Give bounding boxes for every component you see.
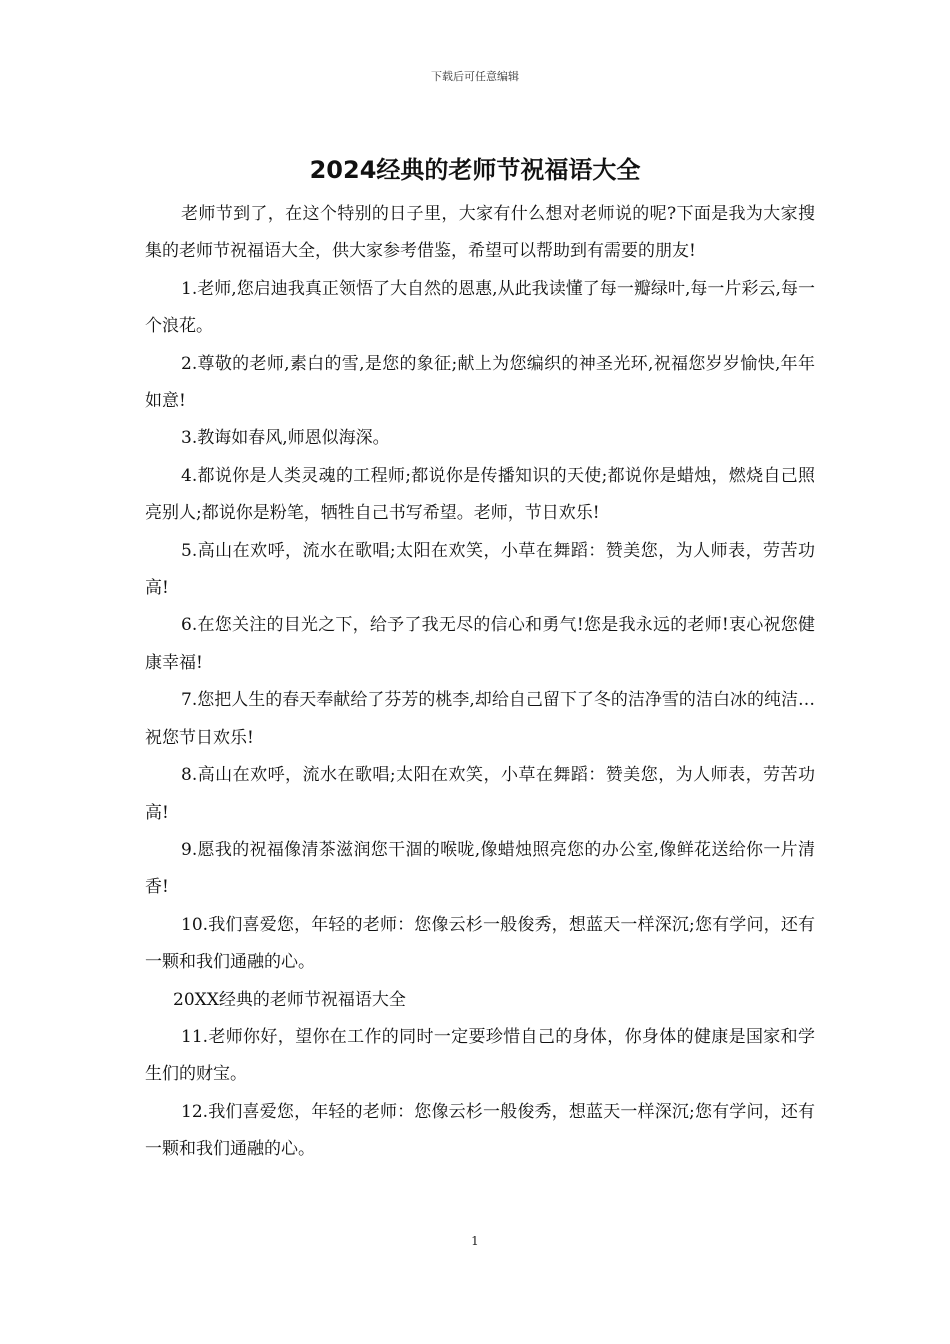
blessing-item-11: 11.老师你好，望你在工作的同时一定要珍惜自己的身体，你身体的健康是国家和学生们的财宝。: [145, 1026, 815, 1085]
blessing-item-3: 3.教诲如春风,师恩似海深。: [181, 428, 390, 449]
page-header-note: 下载后可任意编辑: [431, 70, 519, 83]
blessing-item-5: 5.高山在欢呼，流水在歌唱;太阳在欢笑，小草在舞蹈：赞美您，为人师表，劳苦功高!: [145, 540, 815, 599]
blessing-item-9: 9.愿我的祝福像清茶滋润您干涸的喉咙,像蜡烛照亮您的办公室,像鲜花送给你一片清香!: [145, 839, 815, 898]
blessing-item-8: 8.高山在欢呼，流水在歌唱;太阳在欢笑，小草在舞蹈：赞美您，为人师表，劳苦功高!: [145, 765, 815, 823]
document-body: [145, 196, 815, 1169]
blessing-item-4: 4.都说你是人类灵魂的工程师;都说你是传播知识的天使;都说你是蜡烛，燃烧自己照亮别人;都说你是粉笔，牺牲自己书写希望。老师，节日欢乐!: [145, 465, 815, 524]
intro-paragraph: 老师节到了，在这个特别的日子里，大家有什么想对老师说的呢?下面是我为大家搜集的老师节祝福语大全，供大家参考借鉴，希望可以帮助到有需要的朋友!: [145, 204, 815, 262]
blessing-item-2: 2.尊敬的老师,素白的雪,是您的象征;献上为您编织的神圣光环,祝福您岁岁愉快,年年如意!: [145, 353, 815, 412]
section-subheading: 20XX经典的老师节祝福语大全: [173, 989, 406, 1010]
blessing-item-6: 6.在您关注的目光之下，给予了我无尽的信心和勇气!您是我永远的老师!衷心祝您健康幸福!: [145, 615, 815, 673]
blessing-item-12: 12.我们喜爱您，年轻的老师：您像云杉一般俊秀，想蓝天一样深沉;您有学问，还有一颗和我们通融的心。: [145, 1101, 815, 1160]
blessing-item-7: 7.您把人生的春天奉献给了芬芳的桃李,却给自己留下了冬的洁净雪的洁白冰的纯洁…祝您节日欢乐!: [145, 690, 815, 748]
blessing-item-1: 1.老师,您启迪我真正领悟了大自然的恩惠,从此我读懂了每一瓣绿叶,每一片彩云,每一个浪花。: [145, 278, 815, 337]
blessing-item-10: 10.我们喜爱您，年轻的老师：您像云杉一般俊秀，想蓝天一样深沉;您有学问，还有一颗和我们通融的心。: [145, 914, 815, 973]
page-number: 1: [471, 1234, 479, 1248]
document-title: 2024经典的老师节祝福语大全: [309, 156, 641, 184]
